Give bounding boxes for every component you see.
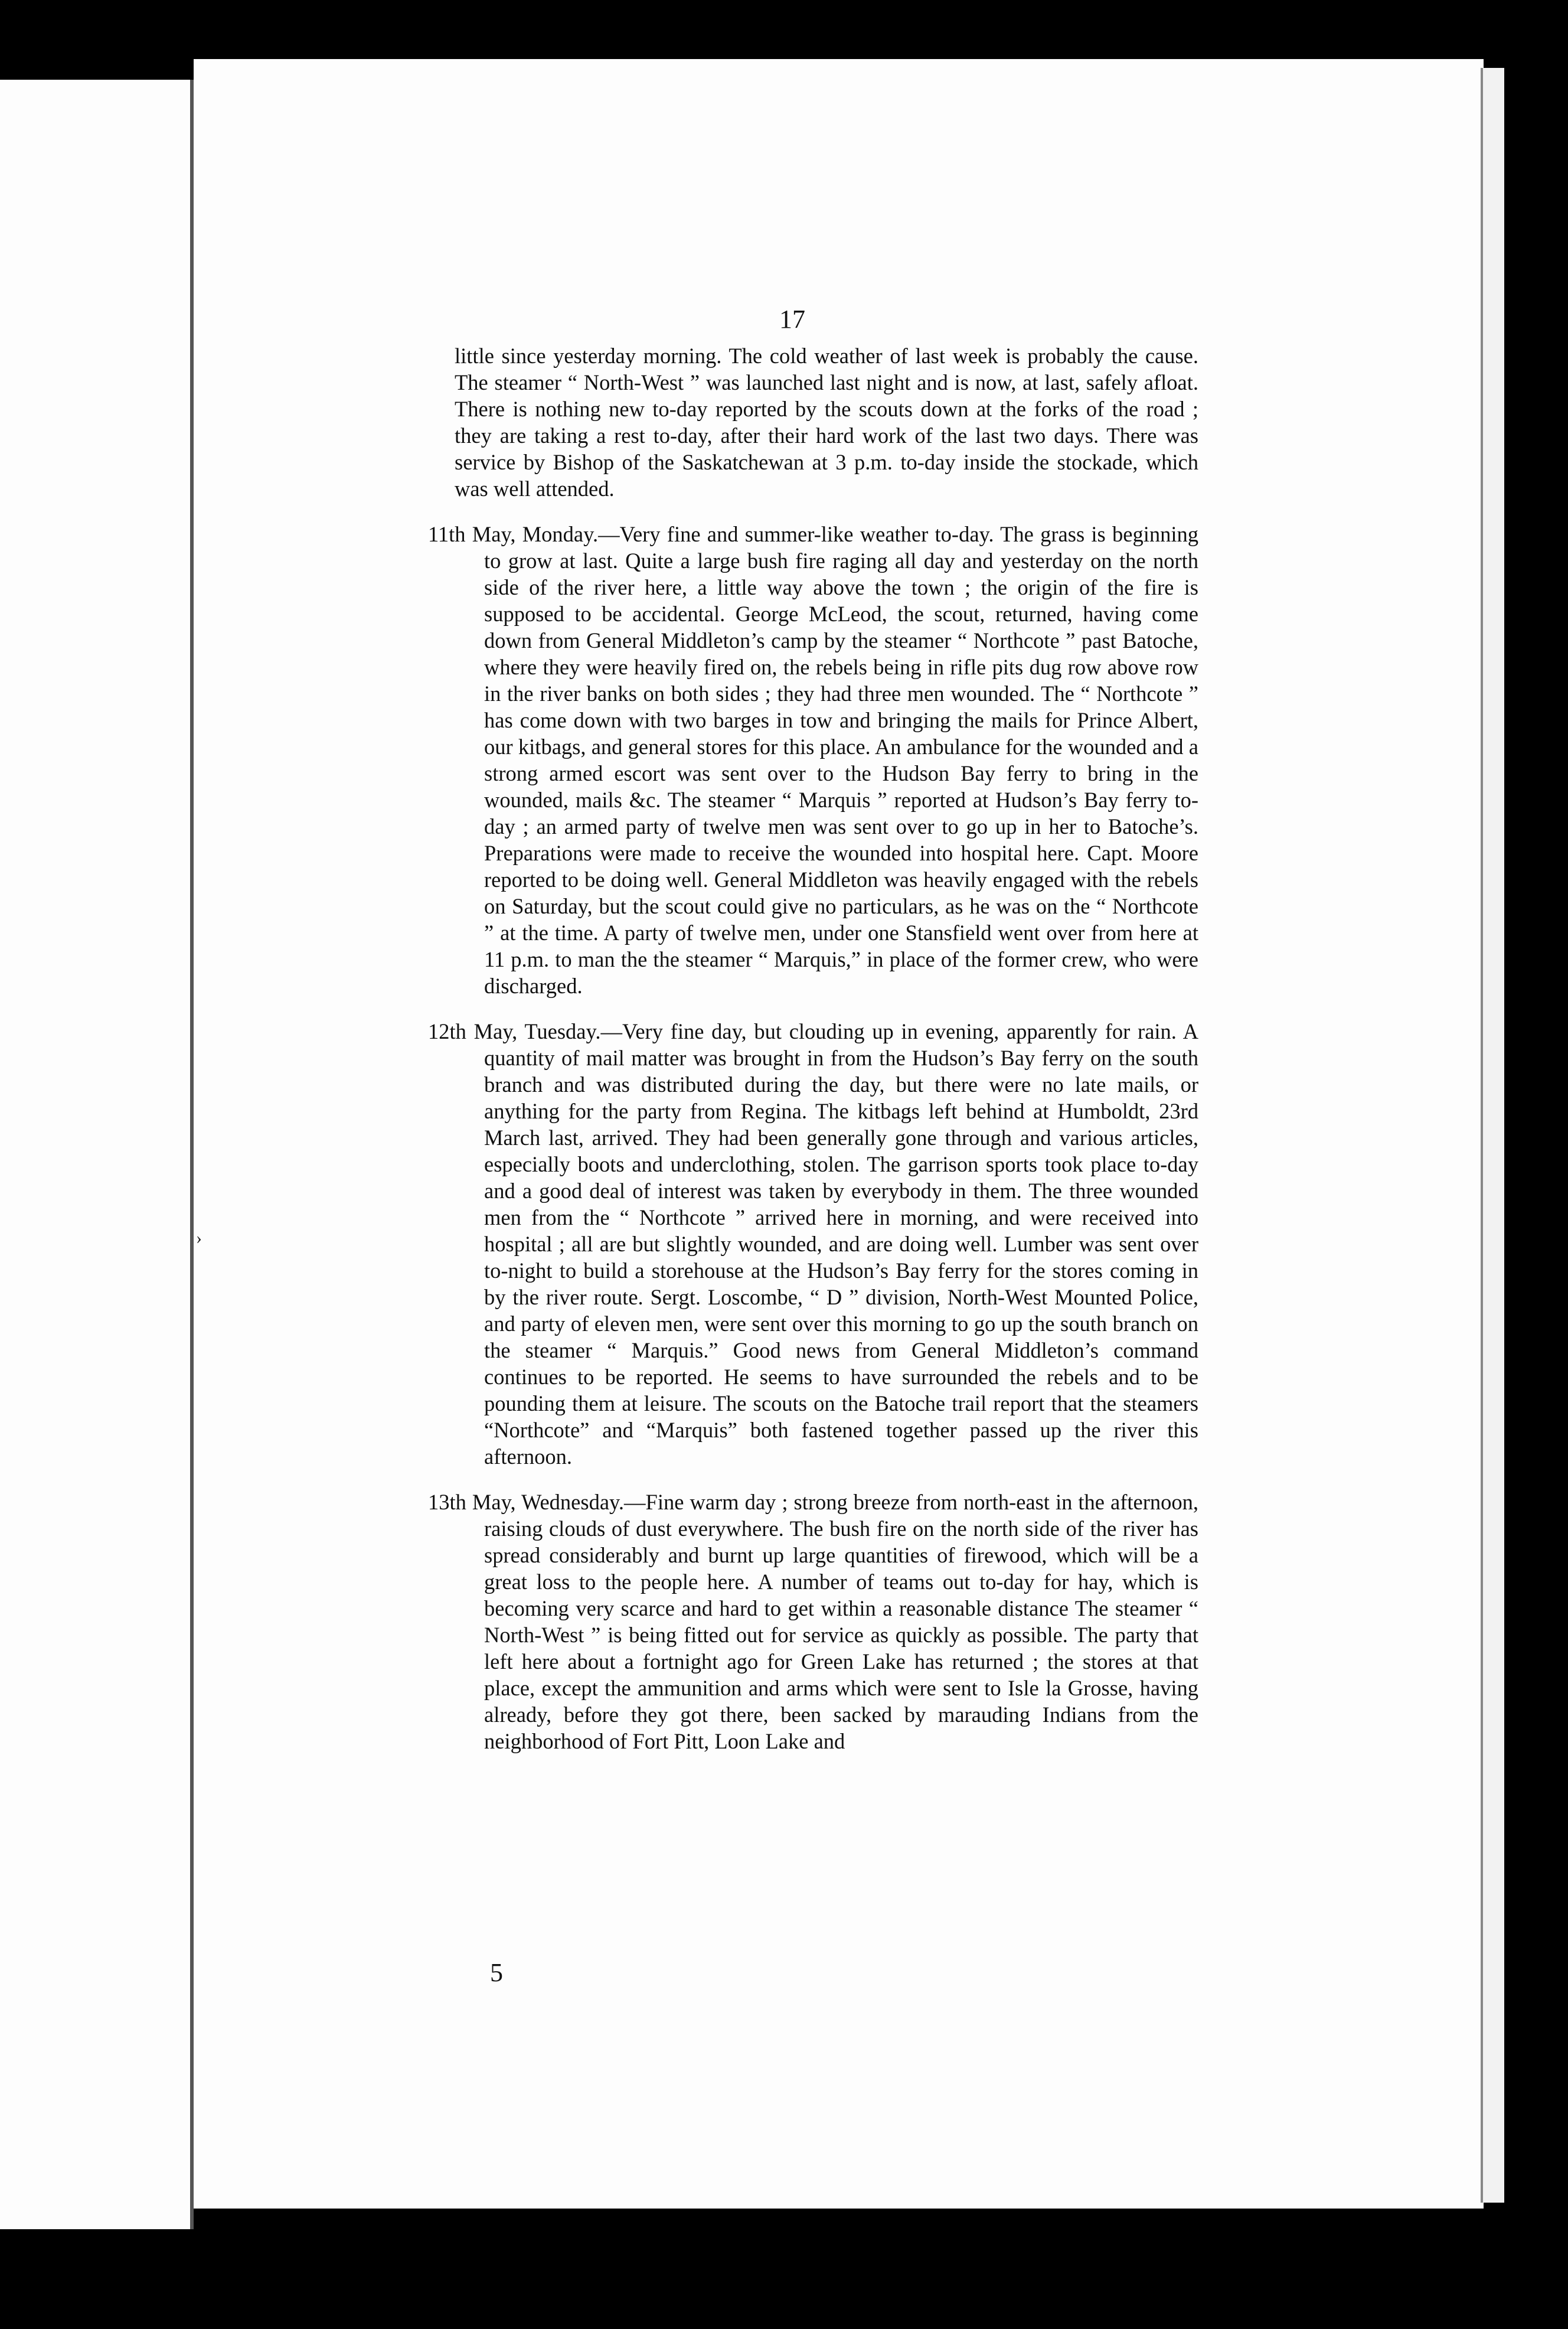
entry-date: 13th May, Wednesday. [428,1490,625,1514]
diary-entry-11-may [428,521,1198,999]
entry-date: 11th May, Monday. [428,522,599,546]
binding-thread: › [196,1228,202,1248]
diary-text [428,342,1198,1773]
entry-text: —Fine warm day ; strong breeze from north-east in the afternoon, raising clouds of dust everywhere. The bush fire on the north side of the river has spread considerably and burnt up large quantities of firewood, which will be a great loss to the people here. A number of teams out to-day for hay, which is becoming very scarce and hard to get within a reasonable distance The steamer “ North-West ” is being fitted out for service as quickly as possible. The party that left here about a fortnight ago for Green Lake has returned ; the stores at that place, except the ammunition and arms which were sent to Isle la Grosse, having already, before they got there, been sacked by marauding Indians from the neighborhood of Fort Pitt, Loon Lake and [484,1490,1198,1753]
continued-paragraph: little since yesterday morning. The cold weather of last week is probably the cause. The steamer “ North-West ” was launched last night and is now, at last, safely afloat. There is nothing new to-day reported by the scouts down at the forks of the road ; they are taking a rest to-day, after their hard work of the last two days. There was service by Bishop of the Saskatchewan at 3 p.m. to-day inside the stockade, which was well attended. [455,344,1198,501]
facing-page [0,80,194,2229]
entry-text: —Very fine day, but clouding up in evening, apparently for rain. A quantity of mail matter was brought in from the Hudson’s Bay ferry on the south branch and was distributed during the day, but there were no late mails, or anything for the party from Regina. The kitbags left behind at Humboldt, 23rd March last, arrived. They had been generally gone through and various articles, especially boots and underclothing, stolen. The garrison sports took place to-day and a good deal of interest was taken by everybody in them. The three wounded men from the “ Northcote ” arrived here in morning, and were received into hospital ; all are but slightly wounded, and are doing well. Lumber was sent over to-night to build a storehouse at the Hudson’s Bay ferry for the stores coming in by the river route. Sergt. Loscombe, “ D ” division, North-West Mounted Police, and party of eleven men, were sent over this morning to go up the south branch on the steamer “ Marquis.” Good news from General Middleton’s command continues to be reported. He seems to have surrounded the rebels and to be pounding them at leisure. The scouts on the Batoche trail report that the steamers “Northcote” and “Marquis” both fastened together passed up the river this afternoon. [484,1019,1198,1469]
page-edge [1481,68,1504,2203]
diary-entry-13-may [428,1489,1198,1754]
diary-entry-12-may [428,1018,1198,1470]
page-number: 17 [779,305,805,334]
entry-text: —Very fine and summer-like weather to-day. The grass is beginning to grow at last. Quite a large bush fire raging all day and yesterday on the north side of the river here, a little way above the town ; the origin of the fire is supposed to be accidental. George McLeod, the scout, returned, having come down from General Middleton’s camp by the steamer “ Northcote ” past Batoche, where they were heavily fired on, the rebels being in rifle pits dug row above row in the river banks on both sides ; they had three men wounded. The “ Northcote ” has come down with two barges in tow and bringing the mails for Prince Albert, our kitbags, and general stores for this place. An ambulance for the wounded and a strong armed escort was sent over to the Hudson Bay ferry to bring in the wounded, mails &c. The steamer “ Marquis ” reported at Hudson’s Bay ferry to-day ; an armed party of twelve men was sent over to go up in her to Batoche’s. Preparations were made to receive the wounded into hospital here. Capt. Moore reported to be doing well. General Middleton was heavily engaged with the rebels on Saturday, but the scout could give no particulars, as he was on the “ Northcote ” at the time. A party of twelve men, under one Stansfield went over from here at 11 p.m. to man the the steamer “ Marquis,” in place of the former crew, who were discharged. [484,522,1198,998]
entry-date: 12th May, Tuesday. [428,1019,601,1043]
signature-mark: 5 [490,1958,503,1987]
